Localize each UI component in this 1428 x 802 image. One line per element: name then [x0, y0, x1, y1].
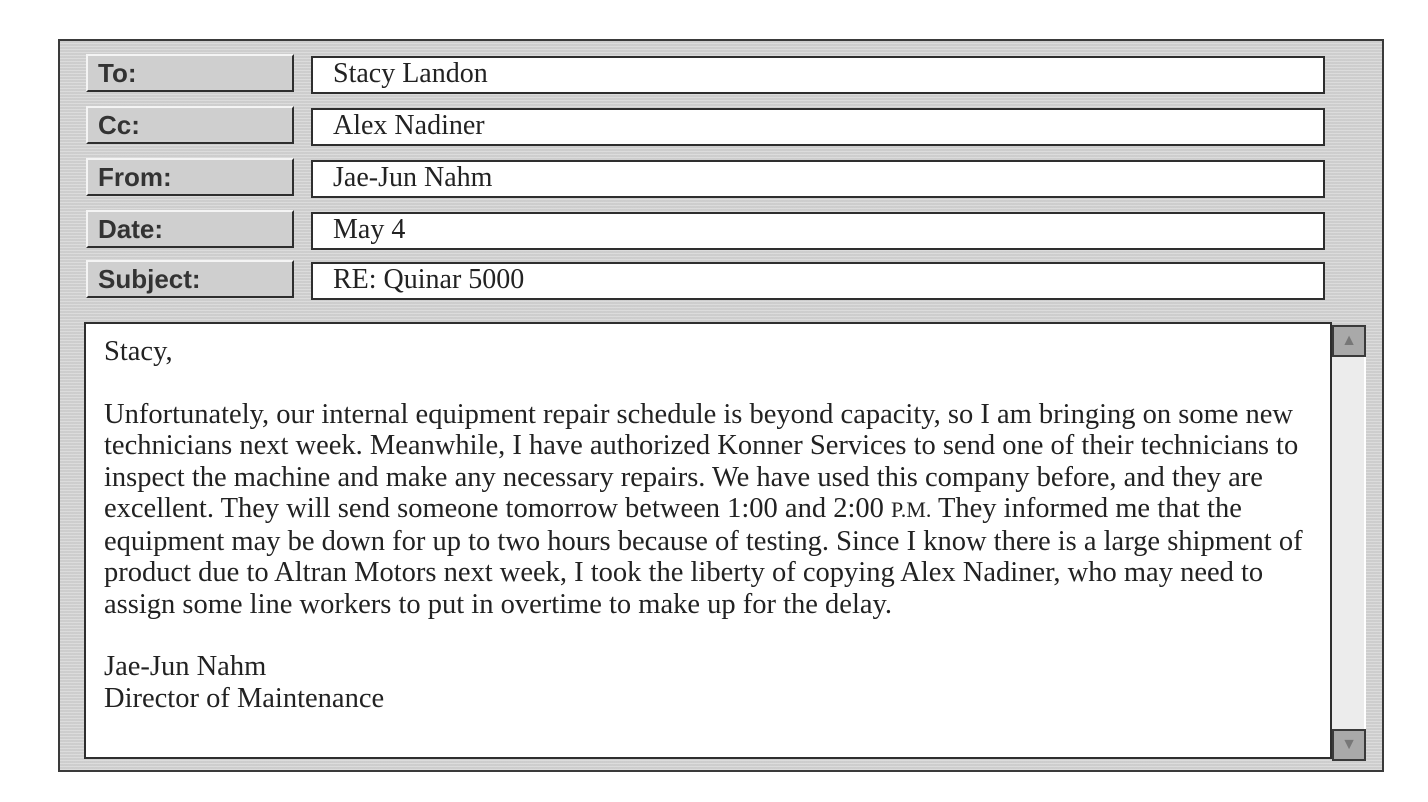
date-field[interactable]: May 4: [311, 212, 1325, 250]
from-row: [60, 158, 1382, 198]
cc-row: [60, 106, 1382, 146]
to-label: To:: [86, 54, 294, 92]
arrow-up-icon: ▲: [1341, 332, 1357, 349]
from-label: From:: [86, 158, 294, 196]
greeting: Stacy,: [104, 336, 173, 367]
paragraph-text-1: Unfortunately, our internal equipment repair schedule is beyond capacity, so I am bringing on some new technicians next week. Meanwhile, I have authorized Konner Services to send one of their technicians to inspect the machine and make any necessary repairs. We have used this company before, and they are excellent. They will send someone tomorrow between 1:00 and 2:00: [104, 398, 1299, 524]
arrow-down-icon: ▼: [1341, 736, 1357, 753]
from-field[interactable]: Jae-Jun Nahm: [311, 160, 1325, 198]
email-window: [58, 39, 1384, 772]
scroll-down-button[interactable]: [1332, 729, 1366, 761]
subject-label: Subject:: [86, 260, 294, 298]
signature-title: Director of Maintenance: [104, 682, 385, 714]
to-row: [60, 54, 1382, 94]
time-suffix: P.M.: [891, 497, 932, 522]
message-paragraph: [104, 399, 1312, 621]
vertical-scrollbar[interactable]: [1332, 325, 1366, 761]
spacer: [104, 368, 1312, 399]
spacer: [104, 620, 1312, 651]
subject-field[interactable]: RE: Quinar 5000: [311, 262, 1325, 300]
subject-row: [60, 260, 1382, 300]
paragraph-text-2: They informed me that the equipment may be down for up to two hours because of testing. Since I know there is a large shipment of product due to Altran Motors next week, I took the liberty of copying Alex Nadiner, who may need to assign some line workers to put in overtime to make up for the delay.: [104, 493, 1303, 620]
cc-field[interactable]: Alex Nadiner: [311, 108, 1325, 146]
message-body[interactable]: [84, 322, 1332, 759]
date-label: Date:: [86, 210, 294, 248]
scroll-up-button[interactable]: [1332, 325, 1366, 357]
signature-name: Jae-Jun Nahm: [104, 651, 267, 682]
to-field[interactable]: Stacy Landon: [311, 56, 1325, 94]
cc-label: Cc:: [86, 106, 294, 144]
date-row: [60, 210, 1382, 250]
